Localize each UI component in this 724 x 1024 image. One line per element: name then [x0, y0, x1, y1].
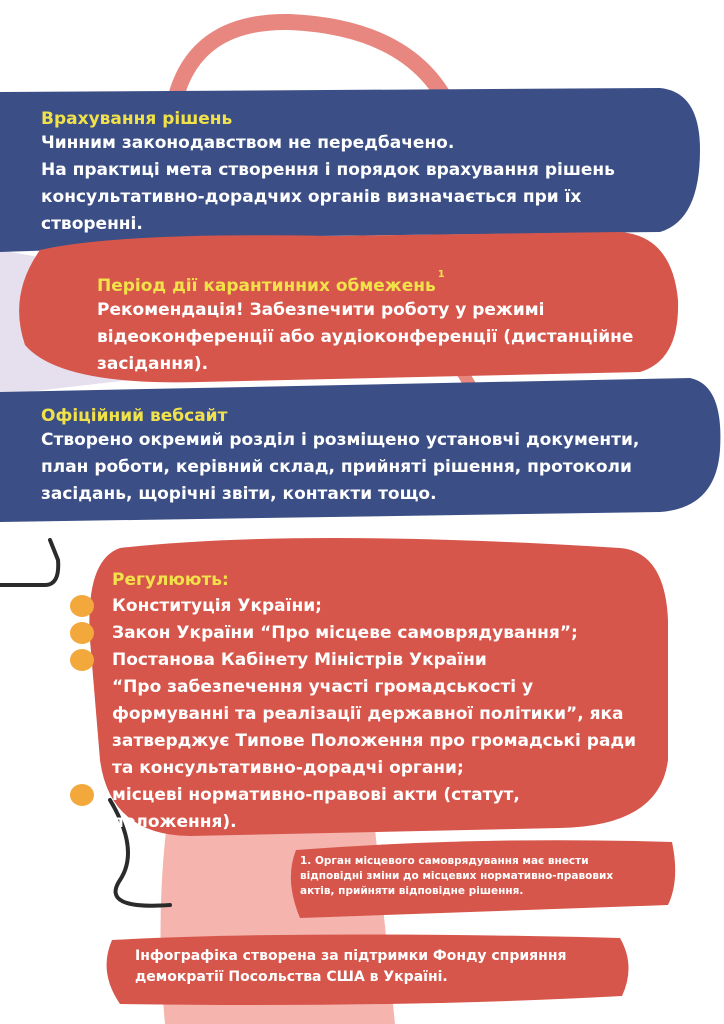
footnote-ref: 1: [437, 269, 445, 280]
section-quarantine-heading: [97, 264, 667, 297]
bullet-icon: [70, 595, 94, 617]
section-decisions-heading: Врахування рішень: [41, 109, 233, 129]
section-regulations-heading: Регулюють:: [112, 570, 229, 590]
bullet-icon: [70, 622, 94, 644]
list-item: Постанова Кабінету Міністрів України “Про забезпечення участі громадськості у формуванні та реалізації державної політики”, яка затверджує Типове Положення про громадські ради та консультативно-дорадчі органи;: [112, 647, 662, 782]
section-decisions-text: Чинним законодавством не передбачено. На практиці мета створення і порядок врахування рішень консультативно-дорадчих органів визначається при їх створенні.: [41, 133, 615, 234]
credit-text: Інфографіка створена за підтримки Фонду сприяння демократії Посольства США в Україні.: [135, 948, 567, 985]
list-item: Конституція України;: [112, 593, 662, 620]
section-regulations: [112, 569, 662, 836]
section-website-heading: Офіційний вебсайт: [41, 406, 228, 426]
section-decisions: [41, 108, 681, 238]
list-item: Закон України “Про місцеве самоврядування”;: [112, 620, 662, 647]
dark-line-left: [0, 540, 58, 585]
bullet-icon: [70, 784, 94, 806]
regulations-list: [112, 593, 662, 836]
footnote: 1. Орган місцевого самоврядування має внести відповідні зміни до місцевих нормативно-правових актів, прийняти відповідне рішення.: [300, 855, 614, 897]
section-quarantine: [97, 264, 667, 378]
section-website: [41, 405, 711, 508]
section-website-text: Створено окремий розділ і розміщено установчі документи, план роботи, керівний склад, прийняті рішення, протоколи засідань, щорічні звіти, контакти тощо.: [41, 430, 640, 504]
section-quarantine-heading-text: Період дії карантинних обмежень: [97, 276, 436, 296]
section-quarantine-text: Рекомендація! Забезпечити роботу у режимі відеоконференції або аудіоконференції (дистанційне засідання).: [97, 300, 634, 374]
list-item: місцеві нормативно-правові акти (статут, положення).: [112, 782, 662, 836]
bullet-icon: [70, 649, 94, 671]
